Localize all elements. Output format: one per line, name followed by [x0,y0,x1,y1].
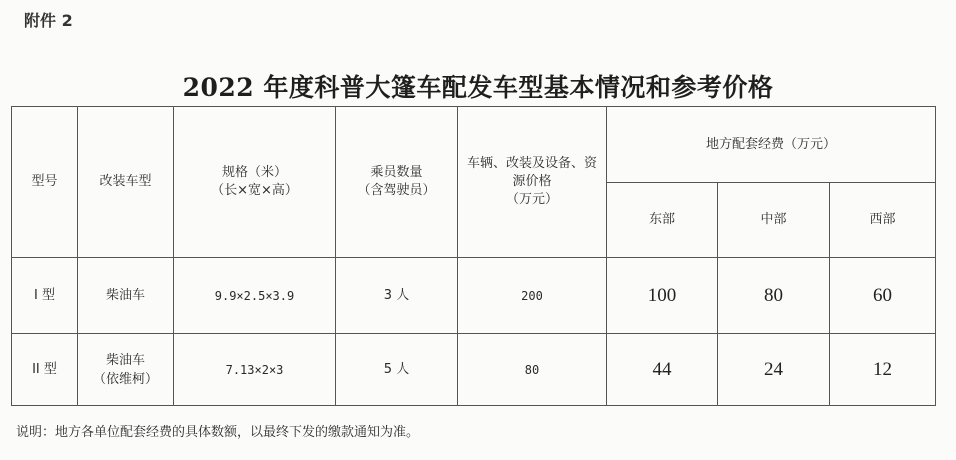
header-price-line1: 车辆、改装及设备、资 [466,156,597,171]
header-crew [336,107,458,258]
header-east: 东部 [607,183,718,258]
header-price [458,107,607,258]
cell-price: 80 [458,334,607,406]
cell-model: II 型 [12,334,78,406]
cell-price: 200 [458,258,607,334]
cell-vehicle: 柴油车 [78,258,174,334]
cell-west: 60 [830,258,936,334]
page-title: 2022 年度科普大篷车配发车型基本情况和参考价格 [182,73,774,102]
header-crew-line2: （含驾驶员） [357,183,436,198]
vehicle-price-table [11,106,936,406]
header-crew-line1: 乘员数量 [370,165,423,180]
cell-model: I 型 [12,258,78,334]
cell-vehicle-line1: 柴油车 [105,352,145,368]
cell-central: 80 [718,258,830,334]
header-central: 中部 [718,183,830,258]
header-spec [174,107,336,258]
header-price-line3: （万元） [505,192,558,207]
header-vehicle-type: 改装车型 [78,107,174,258]
cell-spec: 7.13×2×3 [174,334,336,406]
header-spec-line2: （长×宽×高） [211,183,298,198]
cell-east: 44 [607,334,718,406]
header-row-1 [12,107,936,183]
cell-vehicle [78,334,174,406]
header-local-funds: 地方配套经费（万元） [607,107,936,183]
cell-central: 24 [718,334,830,406]
cell-east: 100 [607,258,718,334]
header-price-line2: 源价格 [512,174,552,189]
cell-crew: 3 人 [336,258,458,334]
cell-west: 12 [830,334,936,406]
cell-crew: 5 人 [336,334,458,406]
table-row [12,258,936,334]
footnote: 说明：地方各单位配套经费的具体数额，以最终下发的缴款通知为准。 [16,425,420,440]
cell-vehicle-line2: （依维柯） [92,371,158,387]
header-model: 型号 [12,107,78,258]
header-spec-line1: 规格（米） [221,165,287,180]
cell-spec: 9.9×2.5×3.9 [174,258,336,334]
attachment-label: 附件 2 [24,11,73,30]
table-row [12,334,936,406]
header-west: 西部 [830,183,936,258]
